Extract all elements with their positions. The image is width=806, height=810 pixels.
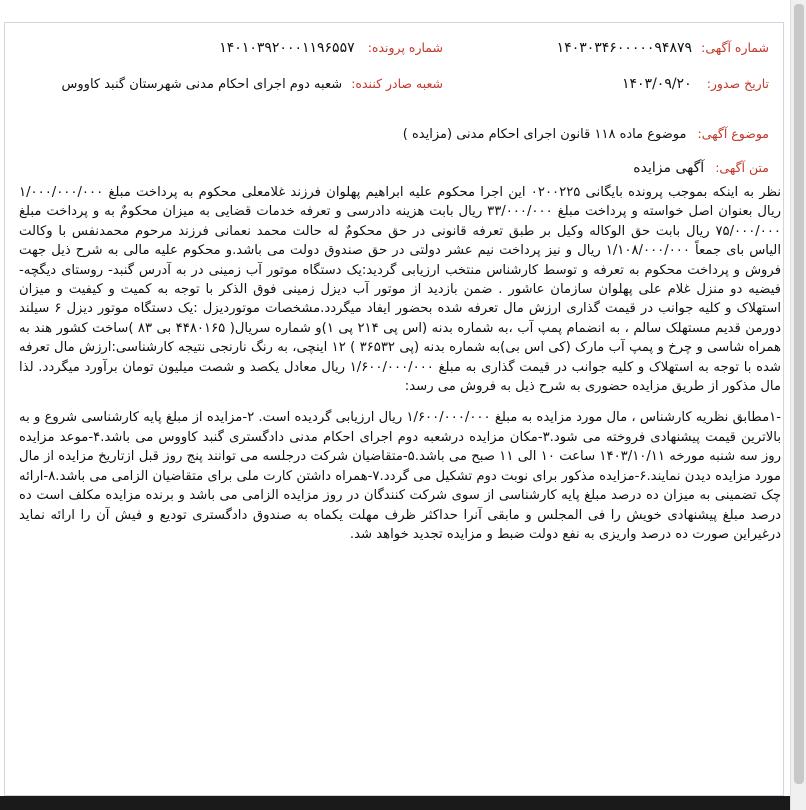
subject-row bbox=[403, 123, 769, 142]
text-label: متن آگهی: bbox=[715, 160, 769, 175]
case-number-row bbox=[219, 37, 443, 56]
issuer-label: شعبه صادر کننده: bbox=[351, 76, 443, 91]
case-number-value: ۱۴۰۱۰۳۹۲۰۰۰۱۱۹۶۵۵۷ bbox=[219, 40, 355, 56]
case-number-label: شماره پرونده: bbox=[367, 40, 443, 55]
text-title-row bbox=[633, 157, 769, 176]
issue-date-row bbox=[622, 73, 769, 92]
vertical-scrollbar[interactable] bbox=[790, 0, 806, 810]
issue-date-label: تاریخ صدور: bbox=[706, 76, 769, 91]
announcement-body bbox=[19, 183, 781, 556]
bottom-bar bbox=[0, 796, 790, 810]
body-paragraph-1: نظر به اینکه بموجب پرونده بایگانی ۰۲۰۰۲۲۵ این اجرا محکوم علیه ابراهیم پهلوان فرزند غلامعلی محکوم به پرداخت مبلغ ۱/۰۰۰/۰۰۰/۰۰۰ ریال بعنوان اصل خواسته و پرداخت مبلغ ۳۳/۰۰۰/۰۰۰ ریال بابت هزینه دادرسی و تعرفه خدمات قضایی به میزان محکومٌ به و پرداخت مبلغ ۷۵/۰۰۰/۰۰۰ ریال بابت حق الوکاله وکیل بر طبق تعرفه قانونی در حق محکومٌ له حالت محمد نعمانی فرزند مرحوم محمدنفس با وکالت الیاس بای جمعاً ۱/۱۰۸/۰۰۰/۰۰۰ ریال و نیز پرداخت نیم عشر دولتی در حق صندوق دولت می باشد.و محکوم علیه مالی به شرح ذیل جهت فروش و پرداخت محکوم به تعرفه و توسط کارشناس منتخب ارزیابی گردید:یک دستگاه موتور آب زمینی در به آدرس گنبد- روستای دیگچه- فیضیه دو منزل غلام علی پهلوان سازمان عاشور . ضمن بازدید از موتور آب دیزل زمینی فوق الذکر با توجه به کمیت و کیفیت و میزان استهلاک و کلیه جوانب در قیمت گذاری ارزش مال تعرفه شده بحضور ایفاد میگردد.مشخصات موتوردیزل :یک دستگاه موتور دیزل ۶ سیلند دورمن قدیم مستهلک سالم ، به انضمام پمپ آب ،به شماره بدنه (اس پی ۲۱۴ پی ۱)و شماره سریال( ۴۴۸۰۱۶۵ بی ۸۳ )ساخت کشور هند به همراه شاسی و چرخ و پمپ آب مارک (کی اس بی)به شماره بدنه (پی ۳۶۵۳۲ ) ۱۲ اینچی، به رنگ نارنجی نتیجه کارشناسی:ارزش مال تعرفه شده با توجه به استهلاک و کلیه جوانب در قیمت گذاری به مبلغ ۱/۶۰۰/۰۰۰/۰۰۰ ریال معادل یکصد و شصت میلیون تومان برآورد میگردد. لذا مال مذکور از طریق مزایده حضوری به شرح ذیل به فروش می رسد: bbox=[19, 185, 782, 395]
issuer-row bbox=[62, 73, 443, 92]
scrollbar-thumb[interactable] bbox=[794, 4, 804, 784]
issuer-value: شعبه دوم اجرای احکام مدنی شهرستان گنبد کاووس bbox=[61, 77, 343, 92]
ad-number-label: شماره آگهی: bbox=[701, 40, 769, 55]
text-title: آگهی مزایده bbox=[633, 160, 705, 176]
issue-date-value: ۱۴۰۳/۰۹/۲۰ bbox=[622, 76, 692, 92]
subject-label: موضوع آگهی: bbox=[697, 126, 769, 141]
announcement-card bbox=[4, 22, 784, 796]
ad-number-row bbox=[557, 37, 769, 56]
body-paragraph-2: -۱مطابق نظریه کارشناس ، مال مورد مزایده به مبلغ ۱/۶۰۰/۰۰۰/۰۰۰ ریال ارزیابی گردیده است. ۲-مزایده از مبلغ پایه کارشناسی شروع و به بالاترین قیمت پیشنهادی فروخته می شود.۳-مکان مزایده درشعبه دوم اجرای احکام مدنی دادگستری گنبد کاووس می باشد.۴-موعد مزایده روز سه شنبه مورخه ۱۴۰۳/۱۰/۱۱ ساعت ۱۰ الی ۱۱ صبح می باشد.۵-متقاضیان شرکت درجلسه می توانند پنج روز قبل ازتاریخ مزایده از مال مورد مزایده دیدن نمایند.۶-مزایده مذکور برای نوبت دوم تشکیل می گردد.۷-همراه داشتن کارت ملی برای متقاضیان الزامی می باشد.۸-ارائه چک تضمینی به میزان ده درصد مبلغ پایه کارشناسی از سوی شرکت کنندگان در روز مزایده الزامی می باشد و برنده مزایده مکلف است ده درصد مبلغ پیشنهادی خویش را فی المجلس و مابقی آنرا حداکثر ظرف مهلت یکماه به صندوق دادگستری تودیع و فیش آن را ارائه نماید درغیراین صورت ده درصد واریزی به نفع دولت ضبط و مزایده تجدید خواهد شد. bbox=[19, 410, 781, 542]
subject-value: موضوع ماده ۱۱۸ قانون اجرای احکام مدنی (مزایده ) bbox=[402, 127, 687, 142]
ad-number-value: ۱۴۰۳۰۳۴۶۰۰۰۰۰۹۴۸۷۹ bbox=[556, 40, 693, 56]
